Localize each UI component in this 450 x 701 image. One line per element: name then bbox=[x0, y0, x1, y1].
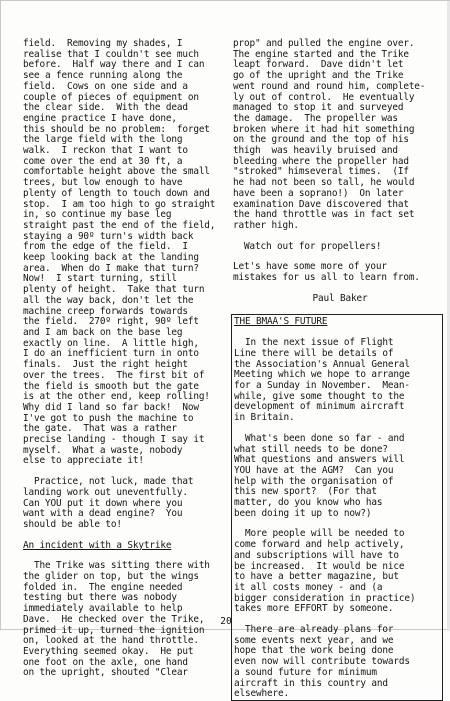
text-line: Everything seemed okay. He put bbox=[23, 645, 194, 657]
text-line: go of the upright and the Trike bbox=[233, 70, 404, 82]
text-line: prop" and pulled the engine over. bbox=[233, 38, 415, 49]
text-line: hope that the work being done bbox=[234, 645, 394, 657]
text-line: the field. 270º right, 90º left bbox=[23, 316, 199, 328]
text-line: help with the organisation of bbox=[234, 475, 394, 487]
bmaa-future-box bbox=[231, 314, 443, 701]
text-line: I do an inefficient turn in onto bbox=[23, 348, 199, 360]
text-line: in Britain. bbox=[234, 412, 295, 424]
text-line: rather high. bbox=[233, 219, 299, 231]
text-line: What's been done so far - and bbox=[234, 432, 405, 444]
box-paragraph bbox=[234, 434, 442, 520]
article-subheading: An incident with a Skytrike bbox=[23, 539, 172, 551]
text-line: this should be no problem: forget bbox=[23, 123, 210, 135]
article-paragraph bbox=[233, 242, 447, 253]
text-line: stop. I am too high to go straight bbox=[23, 198, 216, 210]
right-column bbox=[233, 39, 447, 701]
text-line: even now will contribute towards bbox=[234, 656, 410, 668]
text-line: straight past the end of the field, bbox=[23, 219, 216, 231]
text-line: the hand throttle was in fact set bbox=[233, 209, 415, 221]
text-line: takes more EFFORT by someone. bbox=[234, 603, 394, 615]
text-line: over the trees. The first bit of bbox=[23, 369, 205, 381]
text-line: the clear side. With the dead bbox=[23, 102, 188, 114]
text-line: field. Cows on one side and a bbox=[23, 80, 188, 92]
text-line: this new sport? (For that bbox=[234, 486, 377, 498]
text-line: it all costs money - and (a bbox=[234, 581, 383, 593]
text-line: Watch out for propellers! bbox=[233, 240, 382, 252]
text-line: and I am back on the base leg bbox=[23, 326, 183, 338]
box-paragraph bbox=[234, 625, 442, 700]
text-line: Now! I start turning, still bbox=[23, 273, 177, 285]
box-paragraph bbox=[234, 338, 442, 424]
text-line: before. Half way there and I can bbox=[23, 59, 205, 71]
text-line: Line there will be details of bbox=[234, 347, 394, 359]
text-line: what still needs to be done? bbox=[234, 443, 388, 455]
text-line: while, give some thought to the bbox=[234, 390, 405, 402]
text-line: Why did I land so far back! Now bbox=[23, 401, 199, 413]
text-line: the Association's Annual General bbox=[234, 358, 410, 370]
text-line: mistakes for us all to learn from. bbox=[233, 272, 420, 284]
text-line: else to appreciate it! bbox=[23, 455, 144, 467]
text-line: the gate. That was a rather bbox=[23, 423, 177, 435]
text-line: went round and round him, complete- bbox=[233, 80, 426, 92]
text-line: YOU have at the AGM? Can you bbox=[234, 464, 394, 476]
text-line: trees, but low enough to have bbox=[23, 177, 183, 189]
text-line: examination Dave discovered that bbox=[233, 198, 409, 210]
text-line: finals. Just the right height bbox=[23, 359, 188, 371]
text-line: landing work out uneventfully. bbox=[23, 486, 188, 498]
box-paragraph bbox=[234, 529, 442, 615]
text-line: all the way back, don't let the bbox=[23, 294, 194, 306]
text-line: managed to stop it and surveyed bbox=[233, 102, 404, 114]
text-line: have been a soprano!) On later bbox=[233, 187, 404, 199]
text-line: thigh was heavily bruised and bbox=[233, 145, 398, 157]
text-line: primed it up, turned the ignition bbox=[23, 624, 205, 636]
text-line: What questions and answers will bbox=[234, 454, 405, 466]
box-heading: THE BMAA'S FUTURE bbox=[234, 316, 328, 328]
article-paragraph bbox=[233, 39, 447, 232]
text-line: testing but there was nobody bbox=[23, 592, 177, 604]
text-line: he had not been so tall, he would bbox=[233, 177, 415, 189]
text-line: be increased. It would be nice bbox=[234, 560, 405, 572]
article-paragraph bbox=[233, 262, 447, 283]
text-line: machine creep forwards towards bbox=[23, 305, 188, 317]
text-line: myself. What a waste, nobody bbox=[23, 444, 183, 456]
text-line: comfortable height above the small bbox=[23, 166, 210, 178]
left-column bbox=[23, 39, 231, 679]
text-line: engine practice I have done, bbox=[23, 112, 177, 124]
text-line: staying a 90º turn's width back bbox=[23, 230, 194, 242]
text-line: plenty of length to touch down and bbox=[23, 187, 210, 199]
text-line: come over the end at 30 ft, a bbox=[23, 155, 183, 167]
text-line: in, so continue my base leg bbox=[23, 209, 172, 221]
text-line: Practice, not luck, made that bbox=[23, 476, 194, 488]
text-line: development of minimum aircraft bbox=[234, 401, 405, 413]
text-line: plenty of height. Take that turn bbox=[23, 284, 205, 296]
text-line: on the upright, shouted "Clear bbox=[23, 667, 188, 679]
text-line: walk. I reckon that I want to bbox=[23, 145, 188, 157]
article-paragraph bbox=[23, 477, 231, 531]
text-line: ly out of control. He eventually bbox=[233, 91, 415, 103]
text-line: on, looked at the hand throttle. bbox=[23, 635, 199, 647]
text-line: leapt forward. Dave didn't let bbox=[233, 59, 404, 71]
text-line: Dave. He checked over the Trike, bbox=[23, 613, 205, 625]
text-line: should be able to! bbox=[23, 518, 122, 530]
text-line: broken where it had hit something bbox=[233, 123, 415, 135]
text-line: the large field with the long bbox=[23, 134, 183, 146]
text-line: the field is smooth but the gate bbox=[23, 380, 199, 392]
text-line: The engine started and the Trike bbox=[233, 48, 409, 60]
text-line: to have a better magazine, but bbox=[234, 571, 399, 583]
text-line: folded in. The engine needed bbox=[23, 581, 183, 593]
text-line: want with a dead engine? You bbox=[23, 508, 183, 520]
text-line: bigger consideration in practice) bbox=[234, 592, 416, 604]
text-line: keep looking back at the landing bbox=[23, 252, 199, 264]
text-line: Let's have some more of your bbox=[233, 261, 387, 273]
text-line: Can YOU put it down where you bbox=[23, 497, 183, 509]
text-line: come forward and help actively, bbox=[234, 539, 405, 551]
text-line: some events next year, and we bbox=[234, 634, 394, 646]
text-line: and subscriptions will have to bbox=[234, 549, 399, 561]
text-line: In the next issue of Flight bbox=[234, 337, 394, 349]
text-line: is at the other end, keep rolling! bbox=[23, 391, 210, 403]
text-line: precise landing - though I say it bbox=[23, 434, 205, 446]
text-line: see a fence running along the bbox=[23, 70, 183, 82]
text-line: on the ground and the top of his bbox=[233, 134, 409, 146]
text-line: a sound future for minimum bbox=[234, 666, 377, 678]
text-line: area. When do I make that turn? bbox=[23, 262, 199, 274]
text-line: one foot on the axle, one hand bbox=[23, 656, 188, 668]
text-line: immediately available to help bbox=[23, 603, 183, 615]
text-line: elsewhere. bbox=[234, 688, 289, 700]
text-line: There are already plans for bbox=[234, 624, 394, 636]
text-line: matter, do you know who has bbox=[234, 497, 383, 509]
article-paragraph bbox=[23, 39, 231, 467]
text-line: bleeding where the propeller had bbox=[233, 155, 409, 167]
text-line: for a Sunday in November. Mean- bbox=[234, 379, 410, 391]
text-line: "stroked" himseveral times. (If bbox=[233, 166, 409, 178]
text-line: I've got to push the machine to bbox=[23, 412, 194, 424]
text-line: More people will be needed to bbox=[234, 528, 405, 540]
page-number: 20 bbox=[220, 616, 232, 627]
text-line: from the edge of the field. I bbox=[23, 241, 188, 253]
text-line: the glider on top, but the wings bbox=[23, 571, 199, 583]
text-line: couple of pieces of equipment on bbox=[23, 91, 199, 103]
text-line: field. Removing my shades, I bbox=[23, 38, 183, 49]
text-line: Meeting which we hope to arrange bbox=[234, 369, 410, 381]
text-line: realise that I couldn't see much bbox=[23, 48, 199, 60]
text-line: aircraft in this country and bbox=[234, 677, 388, 689]
author-signature: Paul Baker bbox=[312, 292, 368, 304]
text-line: been doing it up to now?) bbox=[234, 507, 372, 519]
text-line: exactly on line. A little high, bbox=[23, 337, 199, 349]
text-line: The Trike was sitting there with bbox=[23, 560, 210, 572]
text-line: the damage. The propeller was bbox=[233, 112, 398, 124]
